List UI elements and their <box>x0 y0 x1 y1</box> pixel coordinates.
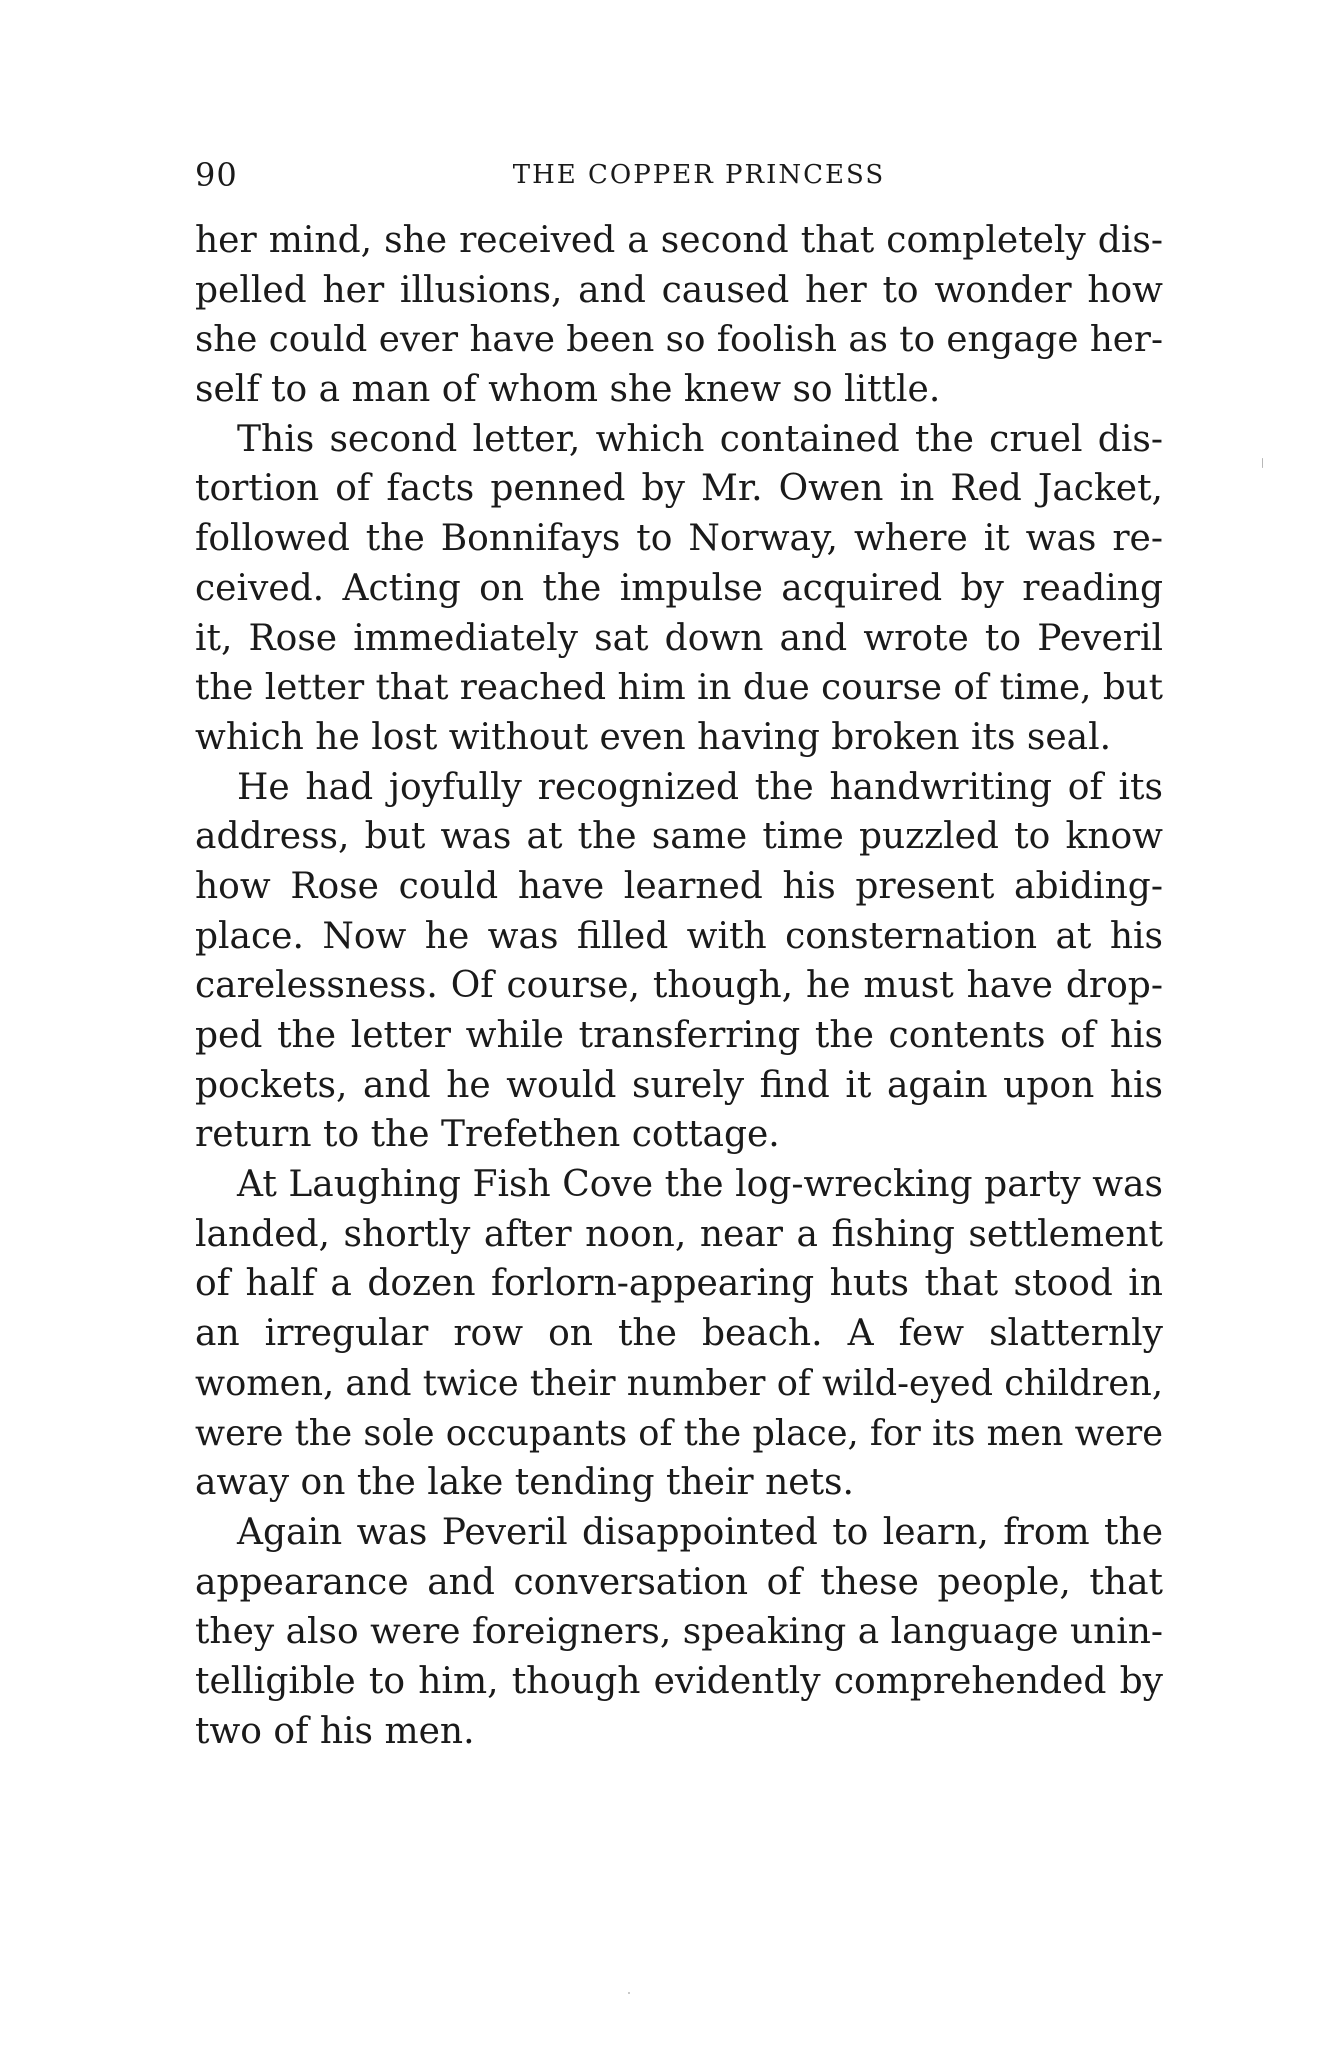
text-line: followed the Bonnifays to Norway, where it was re- <box>195 518 1163 560</box>
text-line: the letter that reached him in due course of time, but <box>195 667 1163 709</box>
paragraph <box>195 216 1163 415</box>
running-head <box>195 150 1163 200</box>
text-line: self to a man of whom she knew so little. <box>195 369 941 411</box>
text-line: He had joyfully recognized the handwriting of its <box>237 766 1163 808</box>
text-line: women, and twice their number of wild-eyed children, <box>195 1362 1163 1404</box>
text-line: her mind, she received a second that completely dis- <box>195 220 1163 261</box>
page-number: 90 <box>195 156 238 194</box>
text-line: return to the Trefethen cottage. <box>195 1114 780 1156</box>
text-line: it, Rose immediately sat down and wrote to Peveril <box>195 617 1163 659</box>
text-line: pockets, and he would surely find it again upon his <box>195 1064 1163 1106</box>
text-line: At Laughing Fish Cove the log-wrecking party was <box>237 1164 1163 1206</box>
text-line: she could ever have been so foolish as to engage her- <box>195 319 1163 361</box>
text-line: telligible to him, though evidently comprehended by <box>195 1660 1163 1702</box>
text-line: ceived. Acting on the impulse acquired by reading <box>195 567 1163 609</box>
text-line: landed, shortly after noon, near a fishing settlement <box>195 1213 1163 1255</box>
text-line: place. Now he was filled with consternation at his <box>195 915 1163 957</box>
text-line: away on the lake tending their nets. <box>195 1462 854 1504</box>
text-line: how Rose could have learned his present abiding- <box>195 865 1163 907</box>
paragraph <box>195 415 1163 763</box>
paragraph <box>195 1160 1163 1508</box>
text-line: pelled her illusions, and caused her to wonder how <box>195 269 1163 311</box>
scan-speck <box>1262 458 1263 468</box>
text-line: carelessness. Of course, though, he must have drop- <box>195 965 1163 1007</box>
text-line: This second letter, which contained the cruel dis- <box>237 418 1163 460</box>
paragraph <box>195 1508 1163 1756</box>
text-line: they also were foreigners, speaking a language unin- <box>195 1611 1163 1653</box>
text-line: were the sole occupants of the place, for its men were <box>195 1412 1163 1454</box>
text-line: tortion of facts penned by Mr. Owen in Red Jacket, <box>195 468 1163 510</box>
text-line: ped the letter while transferring the contents of his <box>195 1015 1163 1056</box>
paragraph <box>195 763 1163 1161</box>
body-text <box>195 216 1163 1756</box>
text-line: an irregular row on the beach. A few slatternly <box>195 1313 1163 1355</box>
text-line: of half a dozen forlorn-appearing huts that stood in <box>195 1263 1163 1305</box>
text-line: two of his men. <box>195 1710 475 1752</box>
text-line: Again was Peveril disappointed to learn, from the <box>237 1511 1163 1553</box>
book-title: THE COPPER PRINCESS <box>512 160 886 190</box>
text-line: which he lost without even having broken its seal. <box>195 716 1112 758</box>
text-line: address, but was at the same time puzzled to know <box>195 816 1163 858</box>
scan-speck <box>628 1992 630 1994</box>
text-line: appearance and conversation of these people, that <box>195 1561 1163 1603</box>
